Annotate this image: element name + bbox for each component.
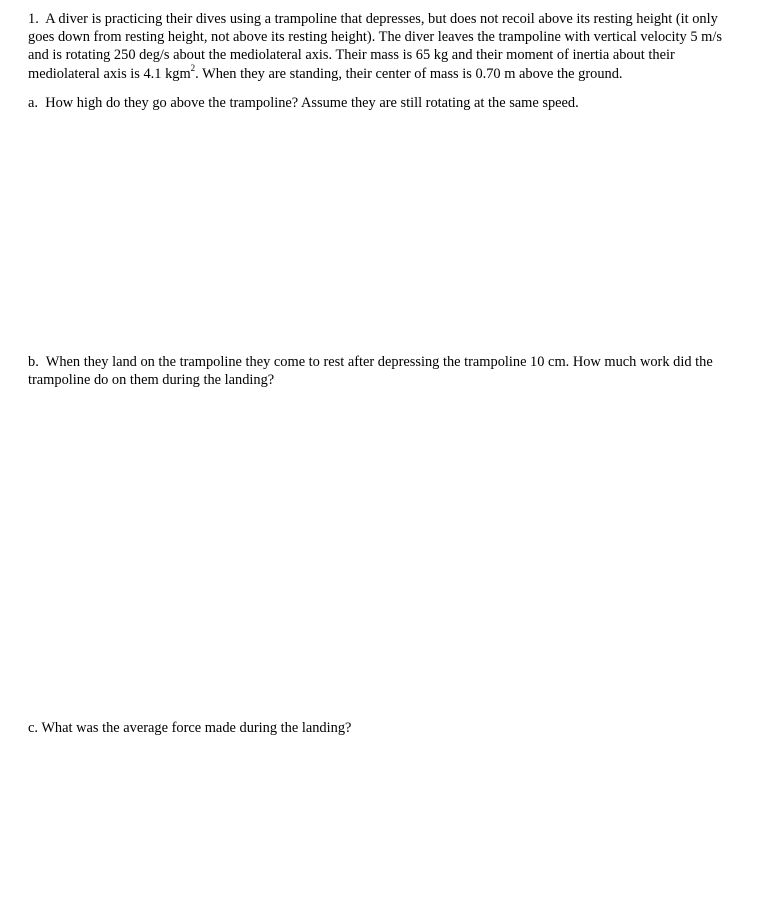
part-a-text: How high do they go above the trampoline? Assume they are still rotating at the same speed. — [45, 95, 579, 111]
units-superscript: 2 — [190, 62, 196, 73]
question-part-b — [28, 353, 744, 389]
question-1-intro — [28, 10, 744, 83]
question-part-c — [28, 719, 744, 737]
part-c-label: c. — [28, 720, 38, 736]
part-c-text: What was the average force made during the landing? — [41, 720, 352, 736]
question-intro-text: A diver is practicing their dives using a trampoline that depresses, but does not recoil above its resting height (it only goes down from resting height, not above its resting height). The diver leaves the trampoline with vertical velocity 5 m/s and is rotating 250 deg/s about the mediolateral axis. Their mass is 65 kg and their moment of inertia about their mediolateral axis is 4.1 kgm — [28, 11, 722, 82]
part-a-label: a. — [28, 95, 38, 111]
part-b-label: b. — [28, 354, 39, 370]
part-b-text: When they land on the trampoline they come to rest after depressing the trampoline 10 cm. How much work did the trampoline do on them during the landing? — [28, 354, 713, 389]
question-part-a — [28, 94, 744, 112]
question-number: 1. — [28, 11, 39, 27]
question-intro-tail: . When they are standing, their center of mass is 0.70 m above the ground. — [195, 65, 623, 82]
